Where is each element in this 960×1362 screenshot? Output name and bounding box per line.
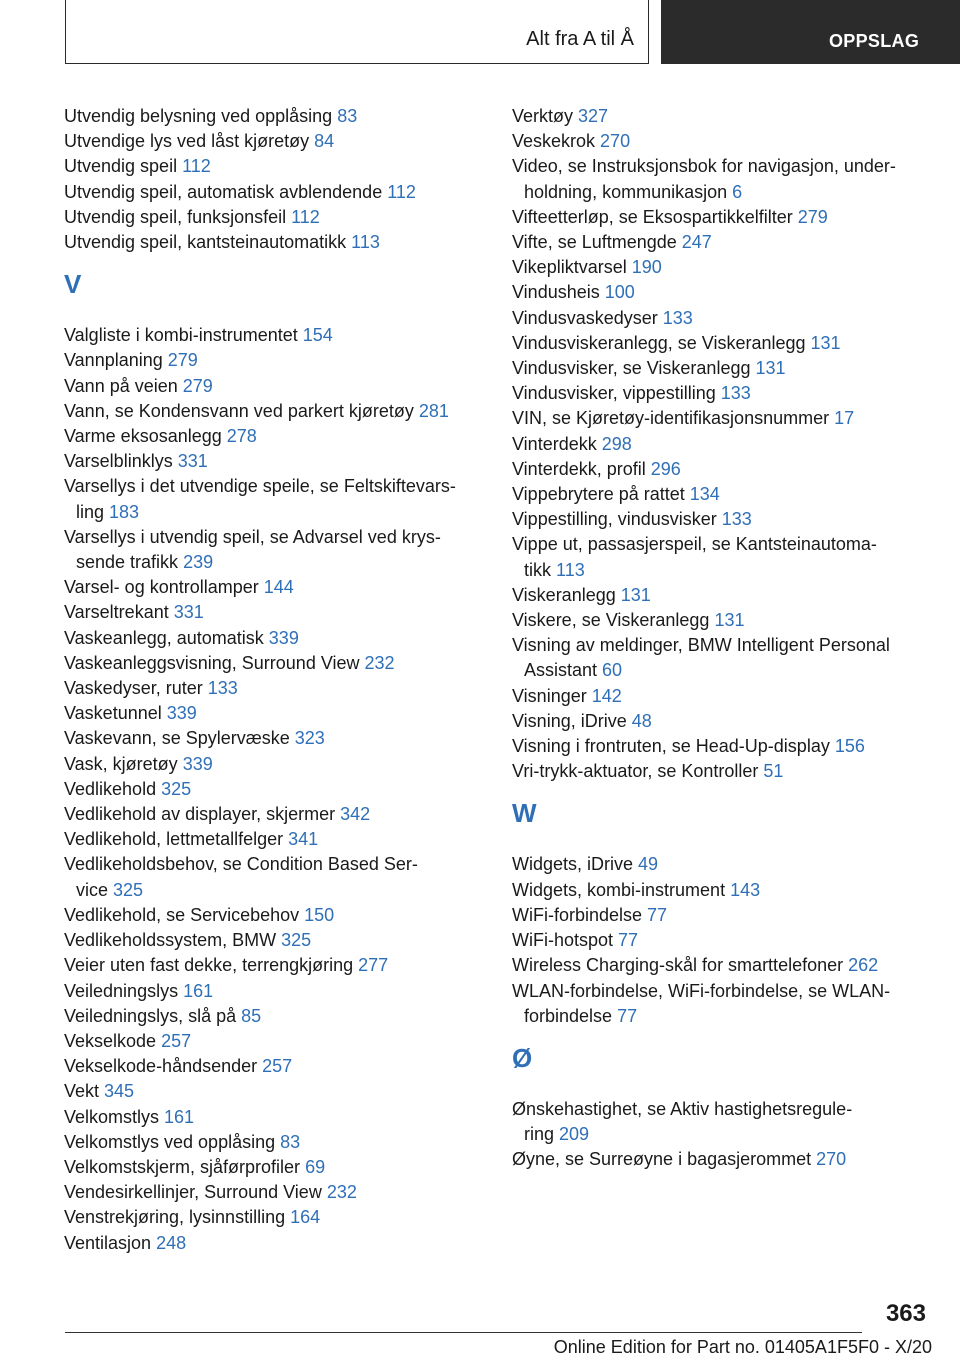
index-page-link[interactable]: 281 [418,400,449,421]
index-entry-text: Vaskeanlegg, automatisk [64,627,269,648]
index-entry-text: Video, se Instruksjonsbok for navigasjon, under‐ [512,156,896,177]
index-entry [512,633,932,683]
index-entry [64,1105,484,1130]
index-entry-text: Veskekrok [512,131,601,152]
index-entry [64,1231,484,1256]
index-entry [512,852,932,877]
index-page-link[interactable]: 133 [720,383,751,404]
index-entry [64,180,484,205]
index-page-link[interactable]: 279 [167,350,198,371]
index-page-link[interactable]: 49 [638,854,659,875]
index-entry-text: Widgets, iDrive [512,854,639,875]
index-entry-text: Vindusheis [512,282,605,303]
index-entry-text: WiFi-hotspot [512,930,619,951]
index-entry-text: WiFi-forbindelse [512,904,648,925]
index-entry [512,532,932,582]
index-page-link[interactable]: 298 [601,433,632,454]
index-page-link[interactable]: 232 [326,1182,357,1203]
index-entry-text: Varsel- og kontrollamper [64,577,264,598]
index-page-link[interactable]: 331 [173,602,204,623]
index-letter-heading: V [64,269,82,300]
index-entry-text-cont: tikk [524,559,557,580]
index-entry [64,1205,484,1230]
index-page-link[interactable]: 270 [816,1149,847,1170]
index-page-link[interactable]: 270 [600,131,631,152]
index-entry-text: Vedlikehold [64,778,162,799]
index-page-link[interactable]: 112 [291,206,320,227]
index-entry-text: Viskere, se Viskeranlegg [512,610,715,631]
index-page-link[interactable]: 133 [721,509,752,530]
index-page-link[interactable]: 323 [294,728,325,749]
index-entry-text: Vannplaning [64,350,168,371]
index-entry-text: Veier uten fast dekke, terrengkjøring [64,955,359,976]
index-entry [512,205,932,230]
index-entry [512,306,932,331]
index-page-link[interactable]: 150 [304,904,335,925]
header-tab [661,0,960,64]
index-page-link[interactable]: 327 [578,106,609,126]
page-number: 363 [885,1300,926,1327]
index-entry-text-cont: sende trafikk [76,552,184,573]
index-page-link[interactable]: 154 [302,325,333,346]
index-page-link[interactable]: 156 [834,736,865,757]
index-entry [64,852,484,902]
index-entry [64,1155,484,1180]
index-entry [512,583,932,608]
index-page-link[interactable]: 77 [647,904,668,925]
index-entry [512,104,932,129]
index-page-link[interactable]: 133 [662,307,693,328]
index-page-link[interactable]: 257 [262,1056,293,1077]
index-entry [64,1004,484,1029]
index-entry [64,651,484,676]
index-page-link[interactable]: 6 [732,181,743,202]
footer-divider [65,1332,862,1333]
index-page-link[interactable]: 183 [109,501,140,522]
index-entry-text: Ventilasjon [64,1232,157,1253]
index-entry-text: Vinterdekk, profil [512,458,651,479]
index-entry-text: Vaskeanleggsvisning, Surround View [64,652,365,673]
index-entry-text: Widgets, kombi-instrument [512,879,731,900]
index-entry-text: Vedlikeholdsbehov, se Condition Based Ser‐ [64,854,418,875]
index-entry [512,432,932,457]
index-entry [512,356,932,381]
index-entry-text: Vaskedyser, ruter [64,678,208,699]
index-entry [64,525,484,575]
index-page-link[interactable]: 279 [797,206,828,227]
index-entry-text: Vri-trykk-aktuator, se Kontroller [512,761,764,782]
index-page-link[interactable]: 131 [810,332,841,353]
index-entry [64,979,484,1004]
index-page-link[interactable]: 262 [848,955,879,976]
index-entry [64,374,484,399]
index-page-link[interactable]: 51 [763,761,784,782]
index-entry [512,280,932,305]
index-entry [64,129,484,154]
index-entry-text: Vindusvaskedyser [512,307,663,328]
index-entry [64,1079,484,1104]
index-entry-text: Vasketunnel [64,703,167,724]
index-entry [64,600,484,625]
index-entry [64,953,484,978]
index-entry [512,255,932,280]
index-page-link[interactable]: 325 [113,879,144,900]
index-entry-text: Vippestilling, vindusvisker [512,509,722,530]
index-entry-text: Varme eksosanlegg [64,426,227,447]
index-entry [64,348,484,373]
index-entry-text: Vinterdekk [512,433,602,454]
index-entry-text: Venstrekjøring, lysinnstilling [64,1207,291,1228]
index-entry-text: Vifte, se Luftmengde [512,232,682,253]
index-entry [64,474,484,524]
index-page-link[interactable]: 17 [834,408,855,429]
index-page-link[interactable]: 339 [268,627,299,648]
index-page-link[interactable]: 239 [183,552,214,573]
index-entry-text: Viskeranlegg [512,584,621,605]
index-page-link[interactable]: 325 [281,930,312,951]
index-page-link[interactable]: 279 [182,375,213,396]
index-entry-text: Vifteetterløp, se Eksospartikkelfilter [512,206,798,227]
index-page-link[interactable]: 83 [280,1131,301,1152]
index-column-right [512,104,932,1173]
index-entry-text: Vippe ut, passasjerspeil, se Kantsteinautoma‐ [512,534,877,555]
index-page-link[interactable]: 325 [161,778,192,799]
index-page-link[interactable]: 144 [263,577,294,598]
index-entry-text: Vekt [64,1081,105,1102]
index-page-link[interactable]: 278 [226,426,257,447]
footer-edition: Online Edition for Part no. 01405A1F5F0 - X/20 [553,1337,932,1357]
index-entry [64,726,484,751]
index-letter-heading: Ø [512,1042,533,1073]
index-entry [512,154,932,204]
index-entry [512,482,932,507]
index-page-link[interactable]: 232 [364,652,395,673]
index-entry [64,104,484,129]
index-page-link[interactable]: 131 [620,584,651,605]
index-entry [512,457,932,482]
header-section-box [65,0,649,64]
index-page-link[interactable]: 277 [358,955,389,976]
index-entry-text-cont: ring [524,1124,560,1145]
index-entry [512,1097,932,1147]
index-entry [512,684,932,709]
index-entry-text: Vendesirkellinjer, Surround View [64,1182,327,1203]
index-page-link[interactable]: 339 [166,703,197,724]
index-entry-text: Wireless Charging-skål for smarttelefoner [512,955,849,976]
index-entry-text-cont: vice [76,879,114,900]
index-page-link[interactable]: 142 [591,685,622,706]
index-entry-text: Varselblinklys [64,451,178,472]
index-entry [64,752,484,777]
index-entry-text: Vindusviskeranlegg, se Viskeranlegg [512,332,811,353]
index-page-link[interactable]: 257 [161,1030,192,1051]
tab-label: OPPSLAG [829,31,920,51]
index-entry [512,230,932,255]
index-entry-text: Vann, se Kondensvann ved parkert kjøretøy [64,400,419,421]
index-entry-text: Vedlikeholdssystem, BMW [64,930,282,951]
index-page-link[interactable]: 341 [288,829,319,850]
index-entry-text: Vaskevann, se Spylervæske [64,728,295,749]
index-page-link[interactable]: 247 [681,232,712,253]
index-entry-text-cont: Assistant [524,660,603,681]
index-entry [512,507,932,532]
index-entry-text: Vann på veien [64,375,183,396]
index-page-link[interactable]: 248 [156,1232,187,1253]
index-page-link[interactable]: 60 [602,660,623,681]
index-page-link[interactable]: 69 [305,1156,326,1177]
index-entry [64,1054,484,1079]
index-page-link[interactable]: 345 [104,1081,135,1102]
index-entry [512,129,932,154]
index-entry [512,608,932,633]
index-entry-text: Utvendig speil, funksjonsfeil [64,206,292,227]
index-page-link[interactable]: 134 [689,484,720,505]
section-title: Alt fra A til Å [526,28,634,50]
index-entry-text: Vippebrytere på rattet [512,484,690,505]
index-page-link[interactable]: 190 [631,257,662,278]
index-entry [64,449,484,474]
index-entry-text: VIN, se Kjøretøy-identifikasjonsnummer [512,408,835,429]
index-entry-text: Vekselkode [64,1030,162,1051]
index-entry-text: Vedlikehold, se Servicebehov [64,904,305,925]
index-page-link[interactable]: 296 [650,458,681,479]
index-entry-text: Velkomstlys ved opplåsing [64,1131,281,1152]
index-entry-text: Utvendige lys ved låst kjøretøy [64,131,315,152]
index-page-link[interactable]: 100 [604,282,635,303]
index-entry [512,759,932,784]
index-entry [512,734,932,759]
index-entry-text: Øyne, se Surreøyne i bagasjerommet [512,1149,817,1170]
index-entry-text: Velkomstlys [64,1106,165,1127]
index-page-link[interactable]: 48 [631,710,652,731]
index-entry-text: Visning, iDrive [512,710,632,731]
index-page-link[interactable]: 339 [182,753,213,774]
index-entry-text: Veiledningslys, slå på [64,1005,242,1026]
index-entry [512,381,932,406]
index-page-link[interactable]: 161 [183,980,214,1001]
index-entry [64,802,484,827]
index-entry-text: Utvendig speil [64,156,183,177]
index-entry-text: Vask, kjøretøy [64,753,183,774]
index-page-link[interactable]: 85 [241,1005,262,1026]
index-page-link[interactable]: 112 [182,156,211,177]
index-entry-text: Vikepliktvarsel [512,257,632,278]
index-entry-text: Vekselkode-håndsender [64,1056,263,1077]
index-entry-text: Velkomstskjerm, sjåførprofiler [64,1156,306,1177]
index-page-link[interactable]: 133 [207,678,238,699]
index-entry [64,323,484,348]
index-page-link[interactable]: 77 [618,930,639,951]
index-entry-text-cont: holdning, kommunikasjon [524,181,733,202]
index-entry [64,1130,484,1155]
index-entry [512,331,932,356]
index-entry [512,953,932,978]
index-page-link[interactable]: 113 [556,559,585,580]
index-entry-text-cont: forbindelse [524,1005,618,1026]
index-page-link[interactable]: 131 [755,358,786,379]
index-entry [64,205,484,230]
index-entry [512,878,932,903]
index-page-link[interactable]: 83 [337,106,358,126]
index-entry-text: Ønskehastighet, se Aktiv hastighetsregule‐ [512,1098,853,1119]
index-letter-heading: W [512,798,537,829]
index-entry [64,399,484,424]
index-entry-text: Varsellys i utvendig speil, se Advarsel ved krys‐ [64,526,441,547]
index-entry-text: Utvendig speil, kantsteinautomatikk [64,232,352,253]
index-entry [512,979,932,1029]
index-entry [64,575,484,600]
index-entry-text: Visninger [512,685,592,706]
index-entry [64,230,484,255]
index-entry [64,1180,484,1205]
index-page-link[interactable]: 131 [714,610,745,631]
index-entry-text: WLAN-forbindelse, WiFi-forbindelse, se WLAN- [512,980,891,1001]
index-page-link[interactable]: 84 [314,131,335,152]
index-entry-text: Utvendig speil, automatisk avblendende [64,181,388,202]
index-page-link[interactable]: 77 [617,1005,638,1026]
index-entry-text: Varsellys i det utvendige speile, se Feltskiftevars‐ [64,476,456,497]
index-entry [512,709,932,734]
index-page-link[interactable]: 112 [387,181,416,202]
index-entry [512,928,932,953]
index-entry [512,903,932,928]
index-entry-text: Visning av meldinger, BMW Intelligent Personal [512,635,890,656]
index-entry-text: Veiledningslys [64,980,184,1001]
index-entry [64,701,484,726]
index-column-left [64,104,484,1256]
index-entry [64,903,484,928]
index-entry-text: Vindusvisker, vippestilling [512,383,721,404]
index-entry [512,406,932,431]
index-entry-text-cont: ling [76,501,110,522]
index-entry-text: Utvendig belysning ved opplåsing [64,106,338,126]
index-entry-text: Vedlikehold av displayer, skjermer [64,804,341,825]
index-entry-text: Vedlikehold, lettmetallfelger [64,829,289,850]
index-page-link[interactable]: 209 [559,1124,590,1145]
index-page-link[interactable]: 342 [340,804,371,825]
index-page-link[interactable]: 113 [351,232,380,253]
index-entry [64,777,484,802]
index-entry [64,626,484,651]
index-entry [64,827,484,852]
index-page-link[interactable]: 161 [164,1106,195,1127]
index-entry-text: Varseltrekant [64,602,174,623]
index-page-link[interactable]: 143 [730,879,761,900]
index-entry-text: Visning i frontruten, se Head-Up-display [512,736,835,757]
index-entry [64,154,484,179]
index-entry-text: Verktøy [512,106,579,126]
index-entry [64,424,484,449]
index-entry [64,676,484,701]
index-page-link[interactable]: 164 [290,1207,321,1228]
index-entry [64,928,484,953]
index-entry [512,1147,932,1172]
index-entry-text: Vindusvisker, se Viskeranlegg [512,358,756,379]
index-entry-text: Valgliste i kombi-instrumentet [64,325,303,346]
index-page-link[interactable]: 331 [177,451,208,472]
index-entry [64,1029,484,1054]
